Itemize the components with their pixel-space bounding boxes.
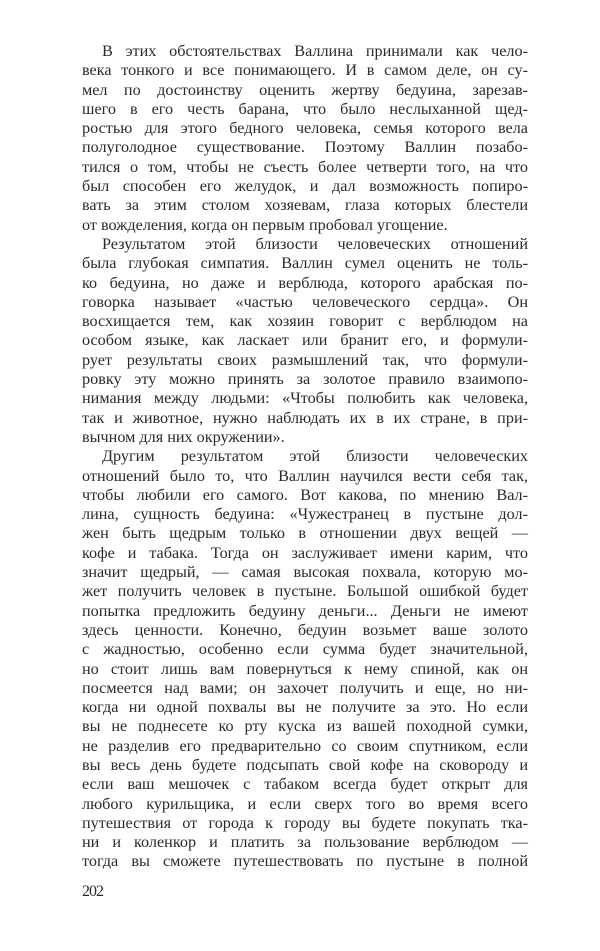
text-line: говорка называет «частью человеческого сердца». Он [82, 292, 528, 311]
text-line: особом языке, как ласкает или бранит его, и формули- [82, 331, 528, 350]
text-line: ростью для этого бедного человека, семья которого вела [82, 119, 528, 138]
text-line: ровку эту можно принять за золотое правило взаимопо- [82, 370, 528, 389]
text-line: чтобы любили его самого. Вот какова, по мнению Вал- [82, 485, 528, 504]
text-line: кофе и табака. Тогда он заслуживает имени карим, что [82, 543, 528, 562]
text-line: В этих обстоятельствах Валлина принимали как чело- [102, 42, 528, 60]
text-line: значит щедрый, — самая высокая похвала, которую мо- [82, 563, 528, 582]
paragraph [82, 235, 528, 447]
text-line: вать за этим столом хозяевам, глаза которых блестели [82, 196, 528, 215]
text-line: так и животное, нужно наблюдать их в их стране, в при- [82, 408, 528, 427]
text-line: Другим результатом этой близости человеческих [102, 447, 528, 466]
text-line: не разделив его предварительно со своим спутником, если [82, 736, 528, 755]
text-line: лина, сущность бедуина: «Чужестранец в пустыне дол- [82, 505, 528, 524]
text-line: если ваш мешочек с табаком всегда будет открыт для [82, 775, 528, 794]
text-line: от вожделения, когда он первым пробовал угощение. [82, 215, 448, 234]
book-page-text [82, 42, 528, 872]
paragraph [82, 447, 528, 872]
text-line: тился о том, чтобы не съесть более четверти того, на что [82, 157, 528, 176]
text-line: любого курильщика, и если сверх того во время всего [82, 794, 528, 813]
text-line: попытка предложить бедуину деньги... Деньги не имеют [82, 601, 528, 620]
text-line: Результатом этой близости человеческих отношений [102, 234, 528, 253]
text-line: когда ни одной похвалы вы не получите за это. Но если [82, 698, 528, 717]
text-line: вы не поднесете ко рту куска из вашей походной сумки, [82, 717, 528, 736]
text-line: с жадностью, особенно если сумма будет значительной, [82, 640, 528, 659]
text-line: полуголодное существование. Поэтому Валлин позабо- [82, 138, 528, 157]
text-line: ни и коленкор и платить за пользование верблюдом — [82, 833, 528, 852]
text-line: вы весь день будете подсыпать свой кофе на сковороду и [82, 755, 528, 774]
text-line: тогда вы сможете путешествовать по пустыне в полной [82, 852, 528, 871]
text-line: был способен его желудок, и дал возможность попиро- [82, 177, 528, 196]
text-line: нимания между людьми: «Чтобы полюбить как человека, [82, 389, 528, 408]
text-line: здесь ценности. Конечно, бедуин возьмет ваше золото [82, 620, 528, 639]
text-line: жет получить человек в пустыне. Большой ошибкой будет [82, 582, 528, 601]
text-line: отношений было то, что Валлин научился вести себя так, [82, 466, 528, 485]
text-line: восхищается тем, как хозяин говорит с верблюдом на [82, 312, 528, 331]
text-line: была глубокая симпатия. Валлин сумел оценить не толь- [82, 254, 528, 273]
text-line: посмеется над вами; он захочет получить и еще, но ни- [82, 678, 528, 697]
text-line: рует результаты своих размышлений так, что формули- [82, 350, 528, 369]
text-line: века тонкого и все понимающего. И в самом деле, он су- [82, 61, 528, 80]
page-number: 202 [82, 883, 103, 900]
text-line: но стоит лишь вам повернуться к нему спиной, как он [82, 659, 528, 678]
text-line: вычном для них окружении». [82, 427, 285, 446]
text-line: мел по достоинству оценить жертву бедуина, зарезав- [82, 80, 528, 99]
text-line: ко бедуина, но даже и верблюда, которого арабская по- [82, 273, 528, 292]
text-line: жен быть щедрым только в отношении двух вещей — [82, 524, 528, 543]
text-line: шего в его честь барана, что было неслыханной щед- [82, 99, 528, 118]
paragraph [82, 42, 528, 235]
text-line: путешествия от города к городу вы будете покупать тка- [82, 813, 528, 832]
